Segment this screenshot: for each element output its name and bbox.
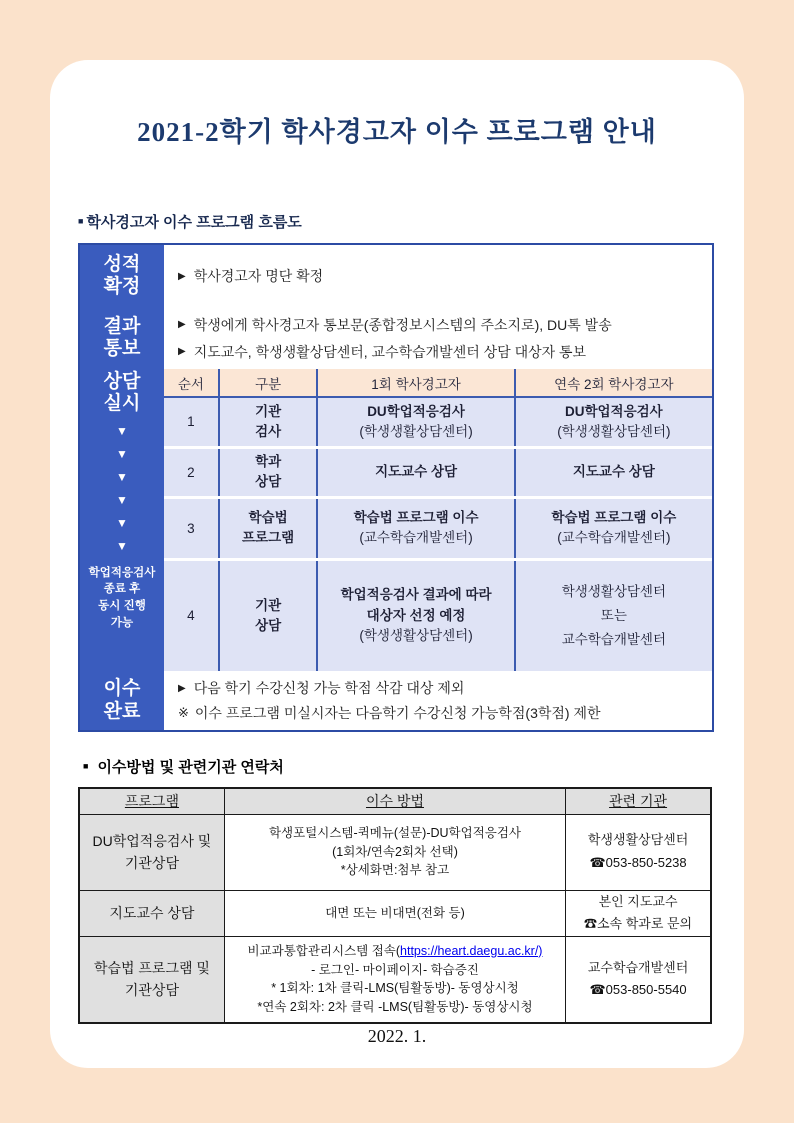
table-row [164,497,712,559]
down-arrow-icon: ▼ [116,423,128,438]
stage-complete [80,671,164,730]
stage-grade-confirm [80,245,164,307]
cell-second-warning: 학습법 프로그램 이수 (교수학습개발센터) [515,497,712,559]
cell-method: 비교과통합관리시스템 접속(https://heart.daegu.ac.kr/) - 로그인- 마이페이지- 학습증진 * 1회차: 1차 클릭-LMS(팀활동방)- 동영상시청 *연속 2회차: 2차 클릭 -LMS(팀활동방)- 동영상시청 [224,937,565,1023]
cell-organization: 교수학습개발센터 ☎053-850-5540 [566,937,711,1023]
col-header-category: 구분 [219,369,318,397]
heart-system-link[interactable]: https://heart.daegu.ac.kr/) [400,943,543,958]
footer-date: 2022. 1. [367,1026,427,1046]
col-header-first-warning: 1회 학사경고자 [317,369,514,397]
result-notify-content [164,307,712,369]
stage-counsel [80,369,164,671]
table-header-row [164,369,712,397]
square-bullet-icon: ■ [78,216,84,226]
cell-program: 학습법 프로그램 및 기관상담 [79,937,224,1023]
table-header-row [79,788,711,814]
counsel-program-table [164,369,712,671]
result-item-text: 학생에게 학사경고자 통보문(종합정보시스템의 주소지로), DU톡 발송 [193,316,612,333]
square-bullet-icon: ■ [83,761,89,771]
col-header-organization: 관련 기관 [566,788,711,814]
cell-second-warning: DU학업적응검사 (학생생활상담센터) [515,397,712,447]
col-header-second-warning: 연속 2회 학사경고자 [515,369,712,397]
cell-program: 지도교수 상담 [79,890,224,937]
table-row [164,447,712,497]
cell-category: 기관 상담 [219,559,318,671]
cell-first-warning: DU학업적응검사 (학생생활상담센터) [317,397,514,447]
flow-content-column [164,245,712,730]
down-arrow-icon: ▼ [116,538,128,553]
cell-order: 4 [164,559,219,671]
triangle-bullet-icon: ▶ [178,346,186,357]
phone-number: ☎053-850-5238 [589,855,687,870]
contact-section-heading [83,756,284,777]
cell-category: 학과 상담 [219,447,318,497]
flow-stage-column [80,245,164,730]
contact-table [78,787,712,1024]
cell-order: 2 [164,447,219,497]
table-row [164,559,712,671]
triangle-bullet-icon: ▶ [178,319,186,330]
stage-grade-line1: 성적 [103,253,141,275]
complete-content [164,671,712,730]
cell-second-warning: 지도교수 상담 [515,447,712,497]
cell-organization: 본인 지도교수 ☎소속 학과로 문의 [566,890,711,937]
stage-complete-line2: 완료 [103,700,141,722]
cell-method: 학생포털시스템-퀵메뉴(설문)-DU학업적응검사 (1회차/연속2회차 선택) *상세화면:첨부 참고 [224,814,565,890]
cell-program: DU학업적응검사 및 기관상담 [79,814,224,890]
stage-counsel-line2: 실시 [103,393,141,415]
table-row [164,397,712,447]
cell-order: 3 [164,497,219,559]
grade-item-text: 학사경고자 명단 확정 [193,268,324,284]
document-page [50,60,744,1068]
cell-second-warning: 학생생활상담센터 또는 교수학습개발센터 [515,559,712,671]
result-item-text: 지도교수, 학생생활상담센터, 교수학습개발센터 상담 대상자 통보 [193,343,587,360]
col-header-method: 이수 방법 [224,788,565,814]
flow-section-heading [78,211,302,232]
flow-section-heading-label: 학사경고자 이수 프로그램 흐름도 [86,214,302,231]
stage-result-notify [80,307,164,369]
phone-number: ☎소속 학과로 문의 [583,916,693,932]
counsel-program-table-wrap [164,369,712,671]
cell-category: 학습법 프로그램 [219,497,318,559]
col-header-order: 순서 [164,369,219,397]
col-header-program: 프로그램 [79,788,224,814]
flow-diagram [78,243,714,732]
counsel-side-note: 학업적응검사 종료 후 동시 진행 가능 [88,566,156,629]
down-arrow-icon: ▼ [116,446,128,461]
down-arrow-icon: ▼ [116,492,128,507]
table-row [79,814,711,890]
stage-grade-line2: 확정 [103,276,141,297]
cell-first-warning: 학습법 프로그램 이수 (교수학습개발센터) [317,497,514,559]
triangle-bullet-icon: ▶ [178,682,186,694]
cell-order: 1 [164,397,219,447]
stage-counsel-line1: 상담 [103,371,141,392]
down-arrow-icon: ▼ [116,515,128,530]
table-row [79,890,711,937]
stage-result-line2: 통보 [103,338,141,359]
grade-confirm-content [164,245,712,307]
page-title: 2021-2학기 학사경고자 이수 프로그램 안내 [137,117,657,147]
cell-first-warning: 지도교수 상담 [317,447,514,497]
stage-complete-line1: 이수 [103,678,141,700]
table-row [79,937,711,1023]
triangle-bullet-icon: ▶ [178,270,186,282]
reference-mark-icon: ※ [178,705,189,720]
cell-category: 기관 검사 [219,397,318,447]
cell-organization: 학생생활상담센터 ☎053-850-5238 [566,814,711,890]
complete-note-text: 이수 프로그램 미실시자는 다음학기 수강신청 가능학점(3학점) 제한 [194,705,601,721]
down-arrow-icon: ▼ [116,469,128,484]
complete-item-text: 다음 학기 수강신청 가능 학점 삭감 대상 제외 [193,680,465,696]
flow-arrows [116,420,128,558]
contact-section-heading-label: 이수방법 및 관련기관 연락처 [97,759,284,776]
stage-result-line1: 결과 [103,315,141,337]
phone-number: ☎053-850-5540 [589,982,687,998]
cell-first-warning: 학업적응검사 결과에 따라 대상자 선정 예정 (학생생활상담센터) [317,559,514,671]
cell-method: 대면 또는 비대면(전화 등) [224,890,565,937]
